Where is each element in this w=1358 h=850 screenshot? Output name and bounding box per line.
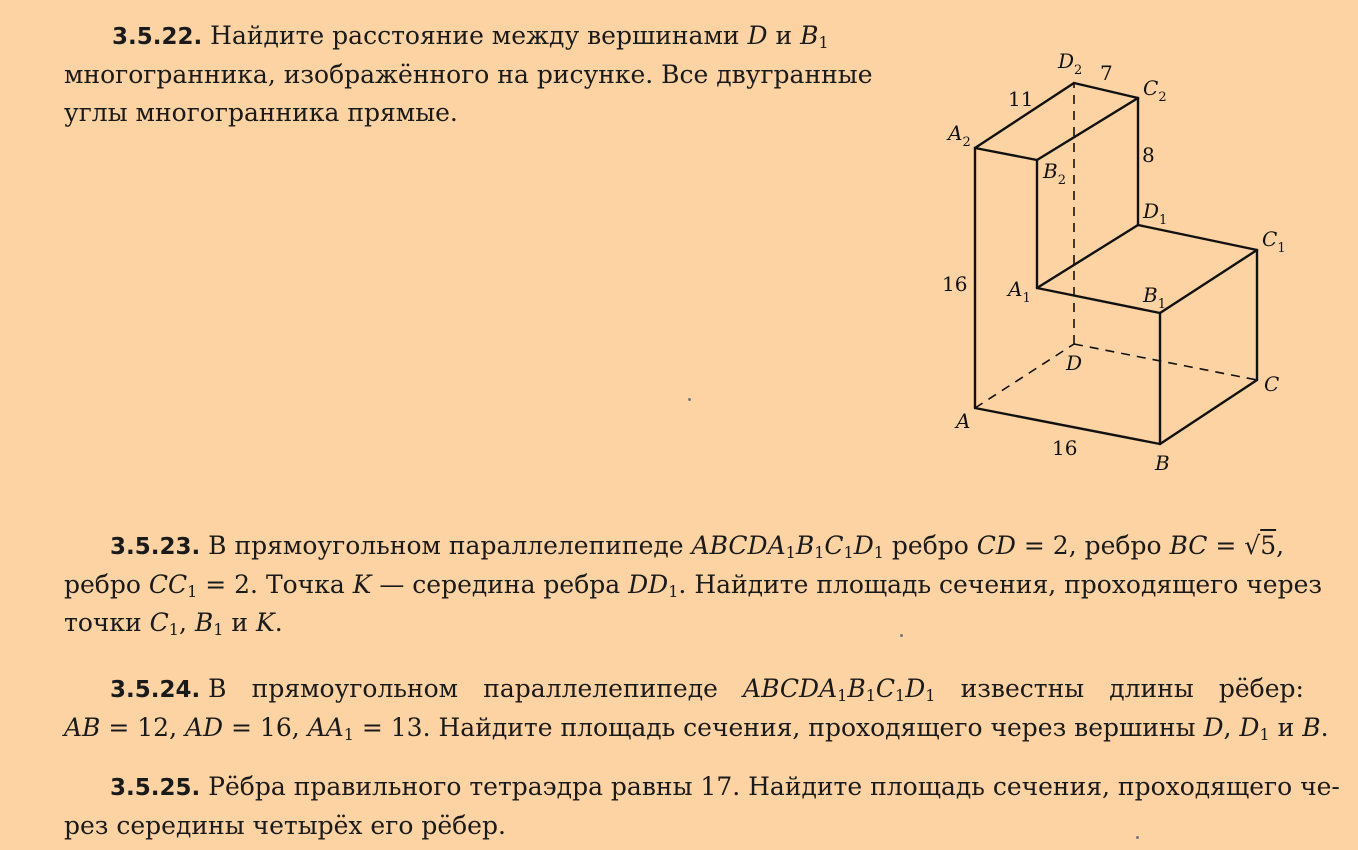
vertex-label-a: A — [956, 409, 971, 433]
edge-length-ab: 16 — [1052, 436, 1078, 460]
edge-a1-b1 — [1037, 288, 1160, 313]
edge-b-c — [1160, 380, 1257, 444]
problem-number: 3.5.25. — [110, 775, 201, 801]
vertex-label-b: B — [1155, 451, 1170, 475]
vertex-label-c2: $C_2$ — [1143, 76, 1167, 105]
vertex-label-c: C — [1264, 372, 1280, 396]
vertex-label-a1: $A_1$ — [1008, 277, 1031, 306]
vertex-label-d1: $D_1$ — [1143, 199, 1168, 228]
speckle — [1136, 836, 1139, 839]
edge-length-a2d2: 11 — [1008, 87, 1034, 111]
speckle — [900, 634, 903, 637]
speckle — [688, 398, 691, 401]
edge-a2-b2 — [975, 148, 1037, 160]
vertex-label-d2: $D_2$ — [1058, 49, 1083, 78]
vertex-label-b2: $B_2$ — [1043, 159, 1066, 188]
problem-3-5-24: 3.5.24. В прямоугольном параллелепипеде $ABCDA_1B_1C_1D_1$ известны длины рёбер: AB = 12, AD = 16, $AA_1 = 13$. Найдите площадь сечения, проходящего через вершины D, $D_1$ и B. — [64, 674, 1329, 744]
edge-length-c2d1: 8 — [1142, 143, 1155, 167]
edge-d1-c1 — [1138, 225, 1257, 250]
problem-number: 3.5.24. — [110, 677, 201, 703]
hidden-edge-d-c — [1074, 344, 1257, 380]
problem-number: 3.5.22. — [112, 24, 203, 50]
vertex-label-d: D — [1066, 351, 1083, 375]
edge-b2-c2 — [1037, 98, 1138, 160]
hidden-edge-a-d — [975, 344, 1074, 408]
problem-3-5-25: 3.5.25. Рёбра правильного тетраэдра равны 17. Найдите площадь сечения, проходящего че- рез середины четырёх его рёбер. — [64, 772, 1340, 840]
edge-a1-d1 — [1037, 225, 1138, 288]
problem-3-5-22: 3.5.22. Найдите расстояние между вершинами D и $B_1$ многогранника, изображённого на рисунке. Все двугранные углы многогранника прямые. — [64, 21, 873, 127]
edge-d2-c2 — [1074, 83, 1138, 98]
edge-length-d2c2: 7 — [1100, 61, 1113, 85]
problem-number: 3.5.23. — [110, 534, 201, 560]
edge-b1-c1 — [1160, 250, 1257, 313]
vertex-label-a2: $A_2$ — [948, 121, 971, 150]
edge-length-aa2: 16 — [942, 272, 968, 296]
problem-3-5-23: 3.5.23. В прямоугольном параллелепипеде $ABCDA_1B_1C_1D_1$ ребро CD = 2, ребро BC = √5, ребро $CC_1 = 2$. Точка K — середина ребра $DD_1$. Найдите площадь сечения, проходящего через точки $C_1$, $B_1$ и K. — [64, 531, 1323, 639]
vertex-label-c1: $C_1$ — [1262, 227, 1286, 256]
vertex-label-b1: $B_1$ — [1143, 283, 1166, 312]
polyhedron-figure — [930, 45, 1290, 485]
